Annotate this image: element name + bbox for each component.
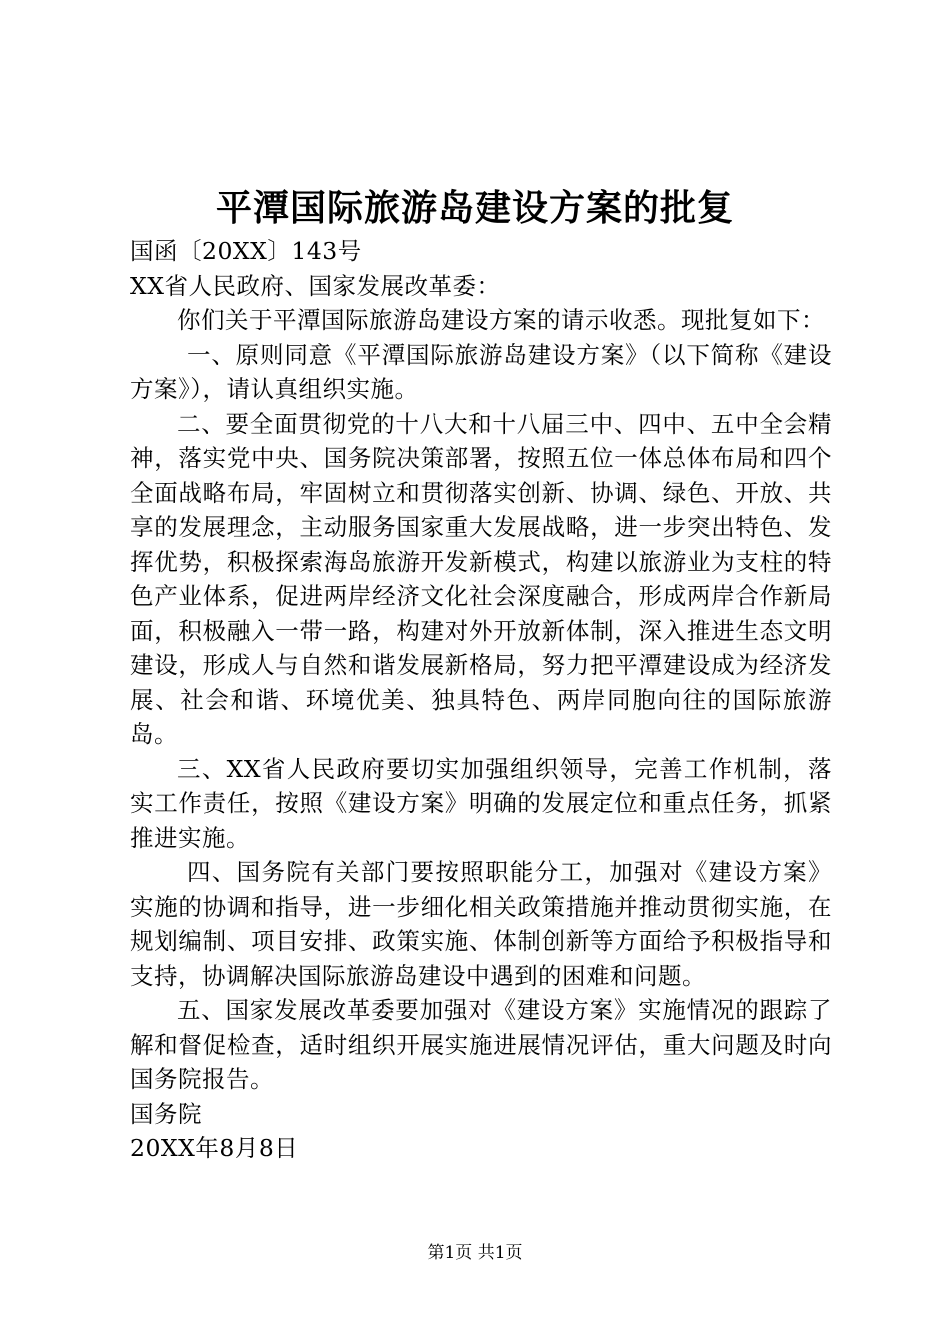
page-footer: 第1页 共1页 bbox=[427, 1243, 523, 1263]
item-3-paragraph: 三、XX省人民政府要切实加强组织领导，完善工作机制，落实工作责任，按照《建设方案》明确的发展定位和重点任务，抓紧推进实施。 bbox=[130, 754, 832, 852]
item-5-paragraph: 五、国家发展改革委要加强对《建设方案》实施情况的跟踪了解和督促检查，适时组织开展实施进展情况评估，重大问题及时向国务院报告。 bbox=[130, 996, 832, 1093]
intro-paragraph: 你们关于平潭国际旅游岛建设方案的请示收悉。现批复如下： bbox=[177, 306, 825, 334]
document-number: 国函〔20XX〕143号 bbox=[130, 237, 362, 265]
document-title: 平潭国际旅游岛建设方案的批复 bbox=[215, 187, 734, 229]
item-4-paragraph: 四、国务院有关部门要按照职能分工，加强对《建设方案》实施的协调和指导，进一步细化相关政策措施并推动贯彻实施，在规划编制、项目安排、政策实施、体制创新等方面给予积极指导和支持，协调解决国际旅游岛建设中遇到的困难和问题。 bbox=[130, 858, 832, 990]
issuer: 国务院 bbox=[130, 1099, 202, 1128]
item-2-paragraph: 二、要全面贯彻党的十八大和十八届三中、四中、五中全会精神，落实党中央、国务院决策部署，按照五位一体总体布局和四个全面战略布局，牢固树立和贯彻落实创新、协调、绿色、开放、共享的发展理念，主动服务国家重大发展战略，进一步突出特色、发挥优势，积极探索海岛旅游开发新模式，构建以旅游业为支柱的特色产业体系，促进两岸经济文化社会深度融合，形成两岸合作新局面，积极融入一带一路，构建对外开放新体制，深入推进生态文明建设，形成人与自然和谐发展新格局，努力把平潭建设成为经济发展、社会和谐、环境优美、独具特色、两岸同胞向往的国际旅游岛。 bbox=[130, 409, 832, 748]
document-body bbox=[130, 234, 832, 1166]
issue-date: 20XX年8月8日 bbox=[130, 1134, 299, 1162]
item-1-paragraph: 一、原则同意《平潭国际旅游岛建设方案》（以下简称《建设方案》），请认真组织实施。 bbox=[130, 340, 832, 403]
addressee: XX省人民政府、国家发展改革委： bbox=[130, 271, 501, 300]
